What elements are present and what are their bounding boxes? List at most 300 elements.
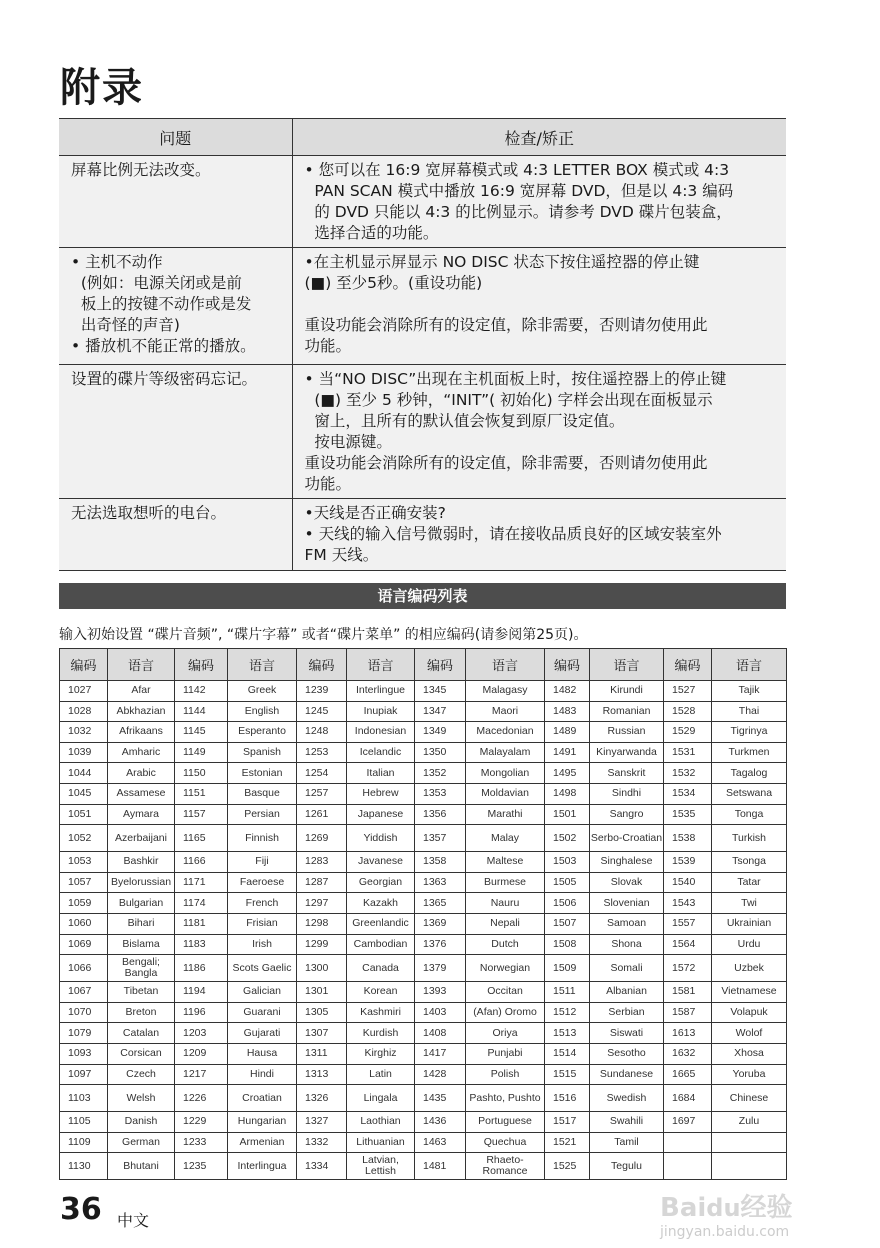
language-code: 1287: [297, 872, 347, 893]
table-row: [59, 156, 786, 248]
language-code: 1483: [545, 701, 590, 722]
language-name: Croatian: [228, 1085, 297, 1112]
language-name: Hausa: [228, 1043, 297, 1064]
table-row: [60, 1153, 787, 1180]
language-name: Kurdish: [347, 1023, 415, 1044]
language-name: Kashmiri: [347, 1002, 415, 1023]
problem-cell: 设置的碟片等级密码忘记。: [59, 365, 292, 499]
language-code: 1347: [415, 701, 466, 722]
language-name: [712, 1153, 787, 1180]
language-code: 1581: [664, 982, 712, 1003]
language-name: Spanish: [228, 742, 297, 763]
language-name: Nepali: [466, 913, 545, 934]
language-code: 1525: [545, 1153, 590, 1180]
language-name: Tigrinya: [712, 722, 787, 743]
language-name: Latvian, Lettish: [347, 1153, 415, 1180]
header-language: 语言: [347, 649, 415, 681]
language-code: 1527: [664, 681, 712, 702]
table-row: [60, 825, 787, 852]
language-name: Urdu: [712, 934, 787, 955]
language-name: Tsonga: [712, 852, 787, 873]
language-code: 1495: [545, 763, 590, 784]
section-title-bar: 语言编码列表: [59, 583, 786, 609]
language-code: 1514: [545, 1043, 590, 1064]
language-code: 1103: [60, 1085, 108, 1112]
language-code: 1269: [297, 825, 347, 852]
language-code: 1358: [415, 852, 466, 873]
language-name: Nauru: [466, 893, 545, 914]
language-code: 1435: [415, 1085, 466, 1112]
language-code: 1506: [545, 893, 590, 914]
language-name: Xhosa: [712, 1043, 787, 1064]
language-name: Guarani: [228, 1002, 297, 1023]
language-code: 1587: [664, 1002, 712, 1023]
language-name: Albanian: [590, 982, 664, 1003]
language-name: Catalan: [108, 1023, 175, 1044]
language-code: 1233: [175, 1132, 228, 1153]
language-name: English: [228, 701, 297, 722]
table-row: [60, 1002, 787, 1023]
instruction-note: 输入初始设置 “碟片音频”, “碟片字幕” 或者“碟片菜单” 的相应编码(请参阅第25页)。: [59, 627, 588, 643]
header-language: 语言: [466, 649, 545, 681]
language-name: Polish: [466, 1064, 545, 1085]
header-code: 编码: [297, 649, 347, 681]
language-code: 1393: [415, 982, 466, 1003]
language-code: 1538: [664, 825, 712, 852]
language-name: Lithuanian: [347, 1132, 415, 1153]
language-name: Macedonian: [466, 722, 545, 743]
language-code: 1345: [415, 681, 466, 702]
table-row: [60, 742, 787, 763]
language-name: (Afan) Oromo: [466, 1002, 545, 1023]
language-code: 1060: [60, 913, 108, 934]
language-name: Siswati: [590, 1023, 664, 1044]
language-name: Pashto, Pushto: [466, 1085, 545, 1112]
table-row: [59, 499, 786, 571]
language-name: Tibetan: [108, 982, 175, 1003]
language-code: 1489: [545, 722, 590, 743]
language-name: Georgian: [347, 872, 415, 893]
language-name: Arabic: [108, 763, 175, 784]
table-header-row: [60, 649, 787, 681]
language-name: Setswana: [712, 783, 787, 804]
language-code: 1501: [545, 804, 590, 825]
language-name: Galician: [228, 982, 297, 1003]
language-name: Italian: [347, 763, 415, 784]
language-name: Tajik: [712, 681, 787, 702]
language-code: 1572: [664, 955, 712, 982]
language-name: Bulgarian: [108, 893, 175, 914]
table-row: [59, 365, 786, 499]
language-name: Bhutani: [108, 1153, 175, 1180]
language-name: Slovak: [590, 872, 664, 893]
header-code: 编码: [175, 649, 228, 681]
language-code: 1298: [297, 913, 347, 934]
language-code: 1349: [415, 722, 466, 743]
table-row: [60, 955, 787, 982]
language-code: 1417: [415, 1043, 466, 1064]
table-row: [60, 852, 787, 873]
language-code: 1196: [175, 1002, 228, 1023]
language-code: 1326: [297, 1085, 347, 1112]
language-code: 1070: [60, 1002, 108, 1023]
language-name: Yoruba: [712, 1064, 787, 1085]
language-code: 1632: [664, 1043, 712, 1064]
header-language: 语言: [712, 649, 787, 681]
language-name: Serbian: [590, 1002, 664, 1023]
table-row: [60, 1043, 787, 1064]
language-name: Lingala: [347, 1085, 415, 1112]
language-name: French: [228, 893, 297, 914]
language-name: Turkmen: [712, 742, 787, 763]
problem-cell: 屏幕比例无法改变。: [59, 156, 292, 248]
language-code: 1105: [60, 1112, 108, 1133]
language-name: Interlingua: [228, 1153, 297, 1180]
table-row: [60, 1023, 787, 1044]
language-code: 1194: [175, 982, 228, 1003]
problem-cell: • 主机不动作 (例如：电源关闭或是前 板上的按键不动作或是发 出奇怪的声音) • 播放机不能正常的播放。: [59, 248, 292, 365]
language-name: Fiji: [228, 852, 297, 873]
table-row: [60, 934, 787, 955]
language-code: 1052: [60, 825, 108, 852]
language-code: 1229: [175, 1112, 228, 1133]
language-name: Norwegian: [466, 955, 545, 982]
language-name: Kazakh: [347, 893, 415, 914]
language-name: Tatar: [712, 872, 787, 893]
language-code: 1300: [297, 955, 347, 982]
language-code: 1508: [545, 934, 590, 955]
language-code: 1217: [175, 1064, 228, 1085]
page-number: 36: [60, 1192, 102, 1227]
language-code: 1166: [175, 852, 228, 873]
language-code: 1353: [415, 783, 466, 804]
language-code: 1150: [175, 763, 228, 784]
language-code: 1365: [415, 893, 466, 914]
language-code: 1203: [175, 1023, 228, 1044]
language-name: Greenlandic: [347, 913, 415, 934]
language-code: 1226: [175, 1085, 228, 1112]
language-code: 1313: [297, 1064, 347, 1085]
language-code: 1491: [545, 742, 590, 763]
language-name: Rhaeto-Romance: [466, 1153, 545, 1180]
language-code: 1209: [175, 1043, 228, 1064]
language-code: 1515: [545, 1064, 590, 1085]
language-name: Kinyarwanda: [590, 742, 664, 763]
language-code: 1057: [60, 872, 108, 893]
language-name: Korean: [347, 982, 415, 1003]
language-code: 1299: [297, 934, 347, 955]
language-name: Tamil: [590, 1132, 664, 1153]
language-code: 1408: [415, 1023, 466, 1044]
language-name: Tonga: [712, 804, 787, 825]
header-code: 编码: [545, 649, 590, 681]
table-row: [60, 681, 787, 702]
language-name: Finnish: [228, 825, 297, 852]
language-name: Afar: [108, 681, 175, 702]
language-code: 1516: [545, 1085, 590, 1112]
language-code: 1039: [60, 742, 108, 763]
language-code: 1502: [545, 825, 590, 852]
language-name: Burmese: [466, 872, 545, 893]
language-name: Esperanto: [228, 722, 297, 743]
language-code: 1531: [664, 742, 712, 763]
header-language: 语言: [590, 649, 664, 681]
language-code: 1379: [415, 955, 466, 982]
language-code: 1528: [664, 701, 712, 722]
table-row: [60, 982, 787, 1003]
language-name: Canada: [347, 955, 415, 982]
language-name: Abkhazian: [108, 701, 175, 722]
language-name: Tegulu: [590, 1153, 664, 1180]
language-name: Assamese: [108, 783, 175, 804]
language-code: 1149: [175, 742, 228, 763]
language-code: 1079: [60, 1023, 108, 1044]
language-code: [664, 1132, 712, 1153]
page-language: 中文: [117, 1211, 150, 1230]
language-name: Interlingue: [347, 681, 415, 702]
watermark-url: jingyan.baidu.com: [660, 1224, 790, 1240]
language-name: Breton: [108, 1002, 175, 1023]
header-code: 编码: [664, 649, 712, 681]
language-code: 1027: [60, 681, 108, 702]
language-name: Mongolian: [466, 763, 545, 784]
language-code: 1142: [175, 681, 228, 702]
language-code-table: [59, 648, 787, 1180]
language-name: Volapuk: [712, 1002, 787, 1023]
language-name: Chinese: [712, 1085, 787, 1112]
language-name: Slovenian: [590, 893, 664, 914]
language-name: Greek: [228, 681, 297, 702]
language-name: Bashkir: [108, 852, 175, 873]
language-name: Sundanese: [590, 1064, 664, 1085]
table-row: [60, 913, 787, 934]
language-code: 1261: [297, 804, 347, 825]
header-code: 编码: [415, 649, 466, 681]
language-code: 1305: [297, 1002, 347, 1023]
language-name: Zulu: [712, 1112, 787, 1133]
language-name: Afrikaans: [108, 722, 175, 743]
language-code: 1254: [297, 763, 347, 784]
language-code: 1053: [60, 852, 108, 873]
language-code: 1350: [415, 742, 466, 763]
language-name: Moldavian: [466, 783, 545, 804]
language-code: 1130: [60, 1153, 108, 1180]
language-code: 1028: [60, 701, 108, 722]
language-name: Swedish: [590, 1085, 664, 1112]
language-code: 1067: [60, 982, 108, 1003]
table-row: [60, 763, 787, 784]
language-name: Bihari: [108, 913, 175, 934]
language-code: 1507: [545, 913, 590, 934]
language-name: Faeroese: [228, 872, 297, 893]
language-code: 1165: [175, 825, 228, 852]
language-name: Welsh: [108, 1085, 175, 1112]
language-code: 1144: [175, 701, 228, 722]
language-code: 1151: [175, 783, 228, 804]
watermark-logo: Baidu经验: [660, 1193, 793, 1223]
language-code: 1503: [545, 852, 590, 873]
problem-cell: 无法选取想听的电台。: [59, 499, 292, 571]
table-header-row: [59, 119, 786, 156]
solution-cell: • 当“NO DISC”出现在主机面板上时，按住遥控器上的停止键 (■) 至少 5 秒钟，“INIT”( 初始化) 字样会出现在面板显示 窗上，且所有的默认值会恢复到原厂设定值。 按电源键。 重设功能会消除所有的设定值，除非需要，否则请勿使用此 功能。: [292, 365, 786, 499]
language-name: Japanese: [347, 804, 415, 825]
language-name: Irish: [228, 934, 297, 955]
language-name: Sanskrit: [590, 763, 664, 784]
language-code: 1684: [664, 1085, 712, 1112]
language-code: 1245: [297, 701, 347, 722]
language-name: Maori: [466, 701, 545, 722]
table-row: [60, 722, 787, 743]
language-name: Kirundi: [590, 681, 664, 702]
language-name: Thai: [712, 701, 787, 722]
language-name: Dutch: [466, 934, 545, 955]
language-code: 1239: [297, 681, 347, 702]
table-row: [60, 701, 787, 722]
language-name: Hungarian: [228, 1112, 297, 1133]
table-row: [60, 1085, 787, 1112]
language-code: 1311: [297, 1043, 347, 1064]
language-code: 1257: [297, 783, 347, 804]
language-code: 1369: [415, 913, 466, 934]
language-name: Czech: [108, 1064, 175, 1085]
language-name: Gujarati: [228, 1023, 297, 1044]
language-name: Persian: [228, 804, 297, 825]
table-row: [60, 872, 787, 893]
language-name: Aymara: [108, 804, 175, 825]
table-row: [60, 804, 787, 825]
language-name: Turkish: [712, 825, 787, 852]
language-name: Bengali; Bangla: [108, 955, 175, 982]
language-name: Somali: [590, 955, 664, 982]
header-language: 语言: [228, 649, 297, 681]
language-name: Quechua: [466, 1132, 545, 1153]
language-code: 1540: [664, 872, 712, 893]
language-code: 1613: [664, 1023, 712, 1044]
language-name: Occitan: [466, 982, 545, 1003]
language-name: Danish: [108, 1112, 175, 1133]
language-code: 1511: [545, 982, 590, 1003]
language-name: Frisian: [228, 913, 297, 934]
table-row: [60, 1132, 787, 1153]
table-row: [60, 1112, 787, 1133]
language-name: Amharic: [108, 742, 175, 763]
solution-cell: • 您可以在 16:9 宽屏幕模式或 4:3 LETTER BOX 模式或 4:3 PAN SCAN 模式中播放 16:9 宽屏幕 DVD，但是以 4:3 编码 的 DVD 只能以 4:3 的比例显示。请参考 DVD 碟片包装盒， 选择合适的功能。: [292, 156, 786, 248]
language-name: Hindi: [228, 1064, 297, 1085]
language-name: Marathi: [466, 804, 545, 825]
language-name: Kirghiz: [347, 1043, 415, 1064]
language-name: Vietnamese: [712, 982, 787, 1003]
language-name: Laothian: [347, 1112, 415, 1133]
language-name: German: [108, 1132, 175, 1153]
language-name: Singhalese: [590, 852, 664, 873]
language-code: 1332: [297, 1132, 347, 1153]
language-name: Punjabi: [466, 1043, 545, 1064]
language-code: 1356: [415, 804, 466, 825]
language-code: 1059: [60, 893, 108, 914]
language-code: 1235: [175, 1153, 228, 1180]
language-code: 1529: [664, 722, 712, 743]
language-code: 1665: [664, 1064, 712, 1085]
language-code: 1557: [664, 913, 712, 934]
language-name: Romanian: [590, 701, 664, 722]
header-solution: 检查/矫正: [292, 119, 786, 156]
table-row: [60, 1064, 787, 1085]
language-code: 1044: [60, 763, 108, 784]
language-code: 1463: [415, 1132, 466, 1153]
language-name: Malayalam: [466, 742, 545, 763]
language-code: 1403: [415, 1002, 466, 1023]
language-code: 1045: [60, 783, 108, 804]
language-name: [712, 1132, 787, 1153]
language-name: Sindhi: [590, 783, 664, 804]
troubleshooting-table: [59, 118, 786, 571]
language-code: 1171: [175, 872, 228, 893]
language-name: Icelandic: [347, 742, 415, 763]
language-name: Inupiak: [347, 701, 415, 722]
language-name: Wolof: [712, 1023, 787, 1044]
language-code: 1532: [664, 763, 712, 784]
language-code: 1564: [664, 934, 712, 955]
language-code: 1352: [415, 763, 466, 784]
language-name: Shona: [590, 934, 664, 955]
language-name: Oriya: [466, 1023, 545, 1044]
language-code: 1334: [297, 1153, 347, 1180]
language-name: Basque: [228, 783, 297, 804]
table-row: [60, 783, 787, 804]
language-name: Portuguese: [466, 1112, 545, 1133]
language-code: 1513: [545, 1023, 590, 1044]
language-code: 1436: [415, 1112, 466, 1133]
language-code: 1543: [664, 893, 712, 914]
language-code: 1534: [664, 783, 712, 804]
language-name: Yiddish: [347, 825, 415, 852]
language-code: 1032: [60, 722, 108, 743]
language-name: Tagalog: [712, 763, 787, 784]
language-code: 1428: [415, 1064, 466, 1085]
language-code: 1539: [664, 852, 712, 873]
language-code: 1051: [60, 804, 108, 825]
language-code: 1498: [545, 783, 590, 804]
language-code: 1482: [545, 681, 590, 702]
language-name: Swahili: [590, 1112, 664, 1133]
language-name: Serbo-Croatian: [590, 825, 664, 852]
language-name: Hebrew: [347, 783, 415, 804]
language-name: Sangro: [590, 804, 664, 825]
language-code: 1069: [60, 934, 108, 955]
language-name: Bislama: [108, 934, 175, 955]
language-code: 1097: [60, 1064, 108, 1085]
language-name: Uzbek: [712, 955, 787, 982]
language-code: 1509: [545, 955, 590, 982]
language-code: 1066: [60, 955, 108, 982]
language-code: 1181: [175, 913, 228, 934]
language-code: 1109: [60, 1132, 108, 1153]
language-name: Malay: [466, 825, 545, 852]
language-code: 1248: [297, 722, 347, 743]
language-code: [664, 1153, 712, 1180]
language-name: Twi: [712, 893, 787, 914]
language-name: Indonesian: [347, 722, 415, 743]
language-code: 1301: [297, 982, 347, 1003]
language-code: 1186: [175, 955, 228, 982]
language-name: Corsican: [108, 1043, 175, 1064]
language-code: 1174: [175, 893, 228, 914]
language-name: Maltese: [466, 852, 545, 873]
header-problem: 问题: [59, 119, 292, 156]
language-code: 1521: [545, 1132, 590, 1153]
language-code: 1505: [545, 872, 590, 893]
language-code: 1145: [175, 722, 228, 743]
